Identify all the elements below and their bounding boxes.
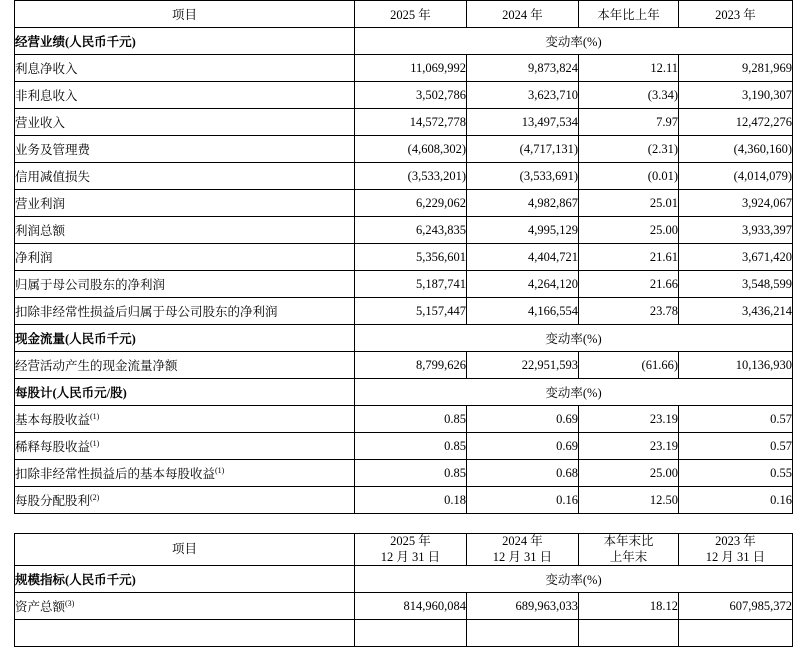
- cell-change: 18.12: [579, 593, 679, 620]
- cell-2024: 4,264,120: [467, 271, 579, 298]
- row-label: [15, 460, 355, 487]
- cell-2025: 0.85: [355, 433, 467, 460]
- footnote-marker: (3): [65, 599, 75, 609]
- row-label: 扣除非经常性损益后归属于母公司股东的净利润: [15, 298, 355, 325]
- row-label-text: 稀释每股收益: [15, 440, 91, 454]
- section-rate-label: 变动率(%): [355, 379, 793, 406]
- section-title: 规模指标(人民币千元): [15, 566, 355, 593]
- cell-2023: 3,671,420: [679, 244, 793, 271]
- row-label: [15, 620, 355, 647]
- cell-2024: 9,873,824: [467, 55, 579, 82]
- section-header-row: [15, 325, 793, 352]
- section-header-row: [15, 28, 793, 55]
- table-row: [15, 433, 793, 460]
- column-header-2023: 2023 年 12 月 31 日: [679, 534, 793, 566]
- table-row: [15, 620, 793, 647]
- cell-change: 21.61: [579, 244, 679, 271]
- cell-2023: (4,360,160): [679, 136, 793, 163]
- row-label: 归属于母公司股东的净利润: [15, 271, 355, 298]
- cell-2025: 814,960,084: [355, 593, 467, 620]
- cell-2023: 3,548,599: [679, 271, 793, 298]
- table-row: [15, 406, 793, 433]
- column-header-item: 项目: [15, 1, 355, 28]
- table-2-container: [14, 533, 792, 647]
- cell-2025: 0.85: [355, 406, 467, 433]
- column-header-change: 本年末比 上年末: [579, 534, 679, 566]
- cell-change: 25.00: [579, 217, 679, 244]
- cell-2025: 0.85: [355, 460, 467, 487]
- column-header-2025: 2025 年 12 月 31 日: [355, 534, 467, 566]
- cell-change: 23.19: [579, 433, 679, 460]
- row-label: 经营活动产生的现金流量净额: [15, 352, 355, 379]
- column-header-2024: 2024 年 12 月 31 日: [467, 534, 579, 566]
- table-row: [15, 163, 793, 190]
- cell-2025: 0.18: [355, 487, 467, 514]
- footnote-marker: (1): [90, 411, 100, 421]
- column-header-2024: 2024 年: [467, 1, 579, 28]
- row-label: 非利息收入: [15, 82, 355, 109]
- cell-2024: 0.68: [467, 460, 579, 487]
- row-label: 营业利润: [15, 190, 355, 217]
- cell-change: 23.19: [579, 406, 679, 433]
- table-row: [15, 190, 793, 217]
- cell-change: (2.31): [579, 136, 679, 163]
- table-row: [15, 109, 793, 136]
- cell-2023: 607,985,372: [679, 593, 793, 620]
- cell-2025: 5,356,601: [355, 244, 467, 271]
- cell-2023: 0.57: [679, 406, 793, 433]
- cell-change: 25.00: [579, 460, 679, 487]
- section-header-row: [15, 566, 793, 593]
- cell-2024: 4,404,721: [467, 244, 579, 271]
- section-title: 每股计(人民币元/股): [15, 379, 355, 406]
- cell-change: 12.50: [579, 487, 679, 514]
- table-row: [15, 460, 793, 487]
- table-row: [15, 271, 793, 298]
- row-label: [15, 433, 355, 460]
- column-header-item: 项目: [15, 534, 355, 566]
- cell-2024: 4,995,129: [467, 217, 579, 244]
- cell-2025: 14,572,778: [355, 109, 467, 136]
- cell-2025: 5,187,741: [355, 271, 467, 298]
- row-label-text: 资产总额: [15, 600, 66, 615]
- cell-2025: 6,229,062: [355, 190, 467, 217]
- cell-2023: 3,933,397: [679, 217, 793, 244]
- cell-2025: 11,069,992: [355, 55, 467, 82]
- cell-2025: 6,243,835: [355, 217, 467, 244]
- table-row: [15, 136, 793, 163]
- table-row: [15, 217, 793, 244]
- section-rate-label: 变动率(%): [355, 566, 793, 593]
- cell-2023: 0.55: [679, 460, 793, 487]
- section-header-row: [15, 379, 793, 406]
- cell-2023: [679, 620, 793, 647]
- row-label: 业务及管理费: [15, 136, 355, 163]
- cell-2023: 9,281,969: [679, 55, 793, 82]
- cell-change: 25.01: [579, 190, 679, 217]
- column-header-2025: 2025 年: [355, 1, 467, 28]
- table-row: [15, 487, 793, 514]
- cell-2024: (4,717,131): [467, 136, 579, 163]
- cell-2024: 0.69: [467, 433, 579, 460]
- cell-change: (3.34): [579, 82, 679, 109]
- row-label: 净利润: [15, 244, 355, 271]
- cell-2025: 5,157,447: [355, 298, 467, 325]
- cell-2025: (3,533,201): [355, 163, 467, 190]
- cell-2023: 3,436,214: [679, 298, 793, 325]
- cell-2023: 12,472,276: [679, 109, 793, 136]
- cell-change: 12.11: [579, 55, 679, 82]
- cell-2024: 22,951,593: [467, 352, 579, 379]
- row-label: 信用减值损失: [15, 163, 355, 190]
- cell-2023: 3,190,307: [679, 82, 793, 109]
- financial-summary-table-2: [14, 533, 793, 647]
- footnote-marker: (1): [215, 465, 225, 475]
- cell-change: (0.01): [579, 163, 679, 190]
- cell-2024: 4,166,554: [467, 298, 579, 325]
- column-header-change: 本年比上年: [579, 1, 679, 28]
- cell-change: 7.97: [579, 109, 679, 136]
- row-label-text: 每股分配股利: [15, 494, 91, 508]
- row-label: 利息净收入: [15, 55, 355, 82]
- column-header-2023: 2023 年: [679, 1, 793, 28]
- footnote-marker: (1): [90, 438, 100, 448]
- cell-2024: [467, 620, 579, 647]
- row-label-text: 扣除非经常性损益后的基本每股收益: [15, 467, 216, 481]
- section-rate-label: 变动率(%): [355, 28, 793, 55]
- row-label: 营业收入: [15, 109, 355, 136]
- row-label: [15, 593, 355, 620]
- cell-2024: 0.69: [467, 406, 579, 433]
- table-row: [15, 244, 793, 271]
- section-title: 经营业绩(人民币千元): [15, 28, 355, 55]
- cell-change: 23.78: [579, 298, 679, 325]
- section-rate-label: 变动率(%): [355, 325, 793, 352]
- table-row: [15, 352, 793, 379]
- cell-2024: 3,623,710: [467, 82, 579, 109]
- table-row: [15, 593, 793, 620]
- cell-2023: 0.57: [679, 433, 793, 460]
- cell-2023: 10,136,930: [679, 352, 793, 379]
- cell-2023: 0.16: [679, 487, 793, 514]
- cell-2024: (3,533,691): [467, 163, 579, 190]
- financial-summary-table-1: [14, 0, 793, 514]
- row-label-text: 基本每股收益: [15, 413, 91, 427]
- cell-2025: 3,502,786: [355, 82, 467, 109]
- table-row: [15, 82, 793, 109]
- row-label: 利润总额: [15, 217, 355, 244]
- cell-2024: 0.16: [467, 487, 579, 514]
- cell-2024: 13,497,534: [467, 109, 579, 136]
- cell-change: [579, 620, 679, 647]
- table-header-row: [15, 1, 793, 28]
- cell-2025: (4,608,302): [355, 136, 467, 163]
- cell-2024: 689,963,033: [467, 593, 579, 620]
- table-row: [15, 298, 793, 325]
- cell-change: 21.66: [579, 271, 679, 298]
- table-row: [15, 55, 793, 82]
- row-label: [15, 406, 355, 433]
- footnote-marker: (2): [90, 492, 100, 502]
- cell-2025: [355, 620, 467, 647]
- cell-2023: (4,014,079): [679, 163, 793, 190]
- cell-2024: 4,982,867: [467, 190, 579, 217]
- cell-2023: 3,924,067: [679, 190, 793, 217]
- section-title: 现金流量(人民币千元): [15, 325, 355, 352]
- cell-change: (61.66): [579, 352, 679, 379]
- table-header-row: [15, 534, 793, 566]
- cell-2025: 8,799,626: [355, 352, 467, 379]
- row-label: [15, 487, 355, 514]
